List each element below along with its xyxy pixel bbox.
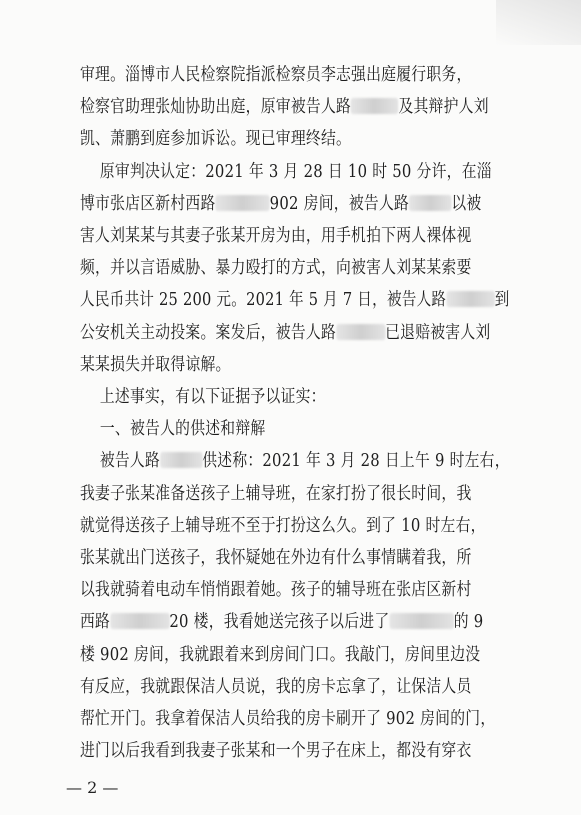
text-segment: 害人刘某某与其妻子张某开房为由，用手机拍下两人裸体视 — [80, 226, 472, 246]
text-segment: 频，并以言语威胁、暴力殴打的方式，向被害人刘某某索要 — [80, 258, 472, 279]
text-line — [80, 94, 510, 120]
text-segment: 公安机关主动投案。案发后，被告人路 — [80, 322, 337, 343]
text-segment: 上述事实，有以下证据予以证实： — [80, 387, 326, 407]
text-segment: 902 房间，被告人路 — [269, 193, 410, 214]
text-segment: 人民币共计 25 200 元。2021 年 5 月 7 日，被告人路 — [80, 290, 447, 311]
text-segment: 我妻子张某准备送孩子上辅导班，在家打扮了很长时间，我 — [80, 483, 472, 504]
redacted-name — [389, 613, 453, 629]
text-segment: 被告人路 — [80, 451, 160, 472]
text-segment: 帮忙开门。我拿着保洁人员给我的房卡刷开了 902 房间的门， — [80, 709, 496, 729]
redacted-name — [336, 324, 385, 340]
text-segment: 凯、萧鹏到庭参加诉讼。现已审理终结。 — [80, 129, 352, 150]
text-line — [80, 159, 510, 185]
redacted-name — [351, 98, 398, 114]
text-segment: 进门以后我看到我妻子张某和一个男子在床上，都没有穿衣 — [80, 741, 472, 762]
redacted-name — [160, 452, 202, 468]
text-segment: 张某就出门送孩子，我怀疑她在外边有什么事情瞒着我，所 — [80, 548, 472, 568]
text-segment: 到 — [494, 290, 510, 311]
text-line — [80, 545, 510, 571]
text-segment: 原审判决认定：2021 年 3 月 28 日 10 时 50 分许，在淄 — [80, 161, 492, 182]
text-segment: 有反应，我就跟保洁人员说，我的房卡忘拿了，让保洁人员 — [80, 676, 472, 697]
text-line — [80, 513, 510, 539]
redacted-name — [446, 291, 494, 307]
text-segment: 西路 — [80, 612, 111, 633]
text-line — [80, 706, 510, 732]
text-segment: 就觉得送孩子上辅导班不至于打扮这么久。到了 10 时左右， — [80, 515, 486, 536]
text-line — [80, 416, 510, 442]
text-segment: 以被 — [451, 193, 482, 214]
text-line — [80, 255, 510, 281]
text-line — [80, 320, 510, 346]
text-segment: 已退赔被害人刘 — [385, 322, 491, 343]
text-segment: 以我就骑着电动车悄悄跟着她。孩子的辅导班在张店区新村 — [80, 580, 472, 601]
redacted-name — [110, 613, 169, 629]
text-line — [80, 642, 510, 668]
text-line — [80, 674, 510, 700]
text-segment: 及其辩护人刘 — [398, 97, 489, 118]
redacted-name — [409, 195, 451, 211]
text-line — [80, 481, 510, 507]
redacted-name — [216, 195, 270, 211]
text-segment: 某某损失并取得谅解。 — [80, 354, 231, 375]
text-line — [80, 738, 510, 764]
text-line — [80, 352, 510, 378]
text-line — [80, 384, 510, 410]
text-segment: 审理。淄博市人民检察院指派检察员李志强出庭履行职务， — [80, 65, 472, 85]
text-segment: 的 9 — [453, 612, 484, 633]
page-fold-shadow — [496, 0, 581, 45]
text-line — [80, 223, 510, 249]
text-segment: 博市张店区新村西路 — [80, 193, 216, 214]
text-line — [80, 191, 510, 217]
text-segment: 一、被告人的供述和辩解 — [80, 419, 266, 440]
text-line — [80, 609, 510, 635]
text-segment: 楼 902 房间，我就跟着来到房间门口。我敲门，房间里边没 — [80, 644, 481, 665]
text-line — [80, 126, 510, 152]
text-line — [80, 62, 510, 88]
text-line — [80, 577, 510, 603]
page-number: — 2 — — [66, 778, 119, 797]
text-segment: 20 楼，我看她送完孩子以后进了 — [169, 612, 390, 633]
text-line — [80, 448, 509, 474]
text-segment: 检察官助理张灿协助出庭，原审被告人路 — [80, 97, 352, 118]
text-line — [80, 287, 510, 313]
text-segment: 供述称：2021 年 3 月 28 日上午 9 时左右， — [202, 451, 510, 472]
